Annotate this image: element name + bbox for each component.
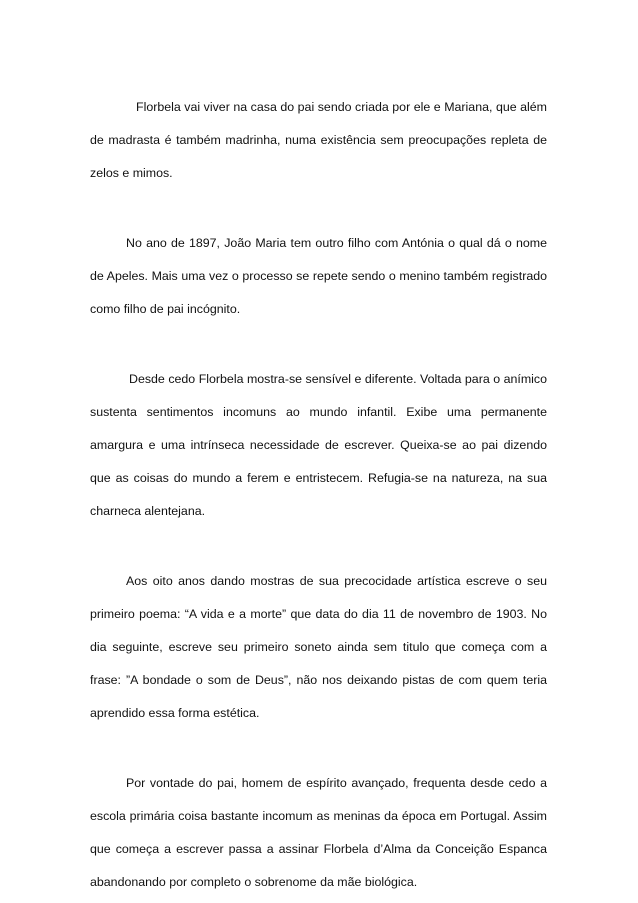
paragraph-4: Aos oito anos dando mostras de sua precocidade artística escreve o seu primeiro poema: “A vida e a morte” que data do dia 11 de novembro de 1903. No dia seguinte, escreve seu primeiro soneto ainda sem titulo que começa com a frase: ”A bondade o som de Deus”, não nos deixando pistas de com quem teria aprendido essa forma estética. — [90, 574, 547, 720]
paragraph-2: No ano de 1897, João Maria tem outro filho com Antónia o qual dá o nome de Apeles. Mais uma vez o processo se repete sendo o menino também registrado como filho de pai incógnito. — [90, 236, 547, 316]
paragraph-spacer — [90, 730, 547, 767]
paragraph-spacer — [90, 326, 547, 363]
document-body — [90, 91, 547, 899]
paragraph-1: Florbela vai viver na casa do pai sendo criada por ele e Mariana, que além de madrasta é também madrinha, numa existência sem preocupações repleta de zelos e mimos. — [90, 100, 547, 180]
paragraph-3: Desde cedo Florbela mostra-se sensível e diferente. Voltada para o anímico sustenta sentimentos incomuns ao mundo infantil. Exibe uma permanente amargura e uma intrínseca necessidade de escrever. Queixa-se ao pai dizendo que as coisas do mundo a ferem e entristecem. Refugia-se na natureza, na sua charneca alentejana. — [90, 372, 547, 518]
paragraph-5: Por vontade do pai, homem de espírito avançado, frequenta desde cedo a escola primária coisa bastante incomum as meninas da época em Portugal. Assim que começa a escrever passa a assinar Florbela d’Alma da Conceição Espanca abandonando por completo o sobrenome da mãe biológica. — [90, 776, 547, 889]
paragraph-spacer — [90, 190, 547, 227]
paragraph-spacer — [90, 528, 547, 565]
